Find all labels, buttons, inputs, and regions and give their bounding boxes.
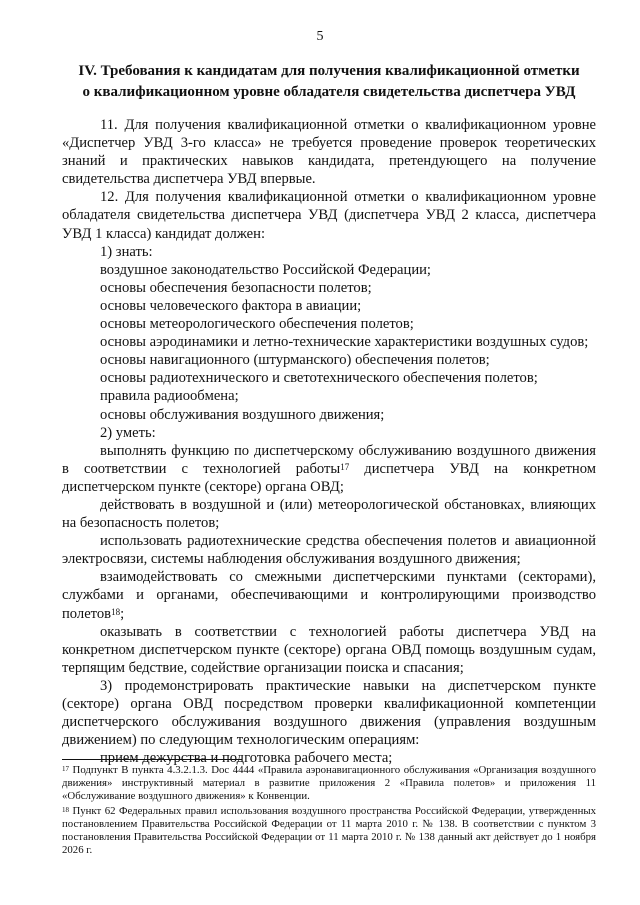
paragraph-12: 12. Для получения квалификационной отметки о квалификационном уровне обладателя свидетельства диспетчера УВД (диспетчера УВД 2 класса, диспетчера УВД 1 класса) кандидат должен: — [62, 189, 596, 242]
can-item-4 — [62, 568, 596, 622]
can-item-5: оказывать в соответствии с технологией работы диспетчера УВД на конкретном диспетчерском пункте (секторе) органа ОВД помощь воздушным судам, терпящим бедствие, содействие организации поиска и спасания; — [62, 623, 596, 676]
know-item: правила радиообмена; — [100, 388, 239, 405]
know-item: основы обслуживания воздушного движения; — [100, 406, 385, 423]
know-label: 1) знать: — [100, 243, 153, 260]
can-item-3: использовать радиотехнические средства обеспечения полетов и авиационной электросвязи, системы наблюдения обслуживания воздушного движения; — [62, 533, 596, 568]
footnote-17 — [62, 764, 596, 804]
footnote-text: Пункт 62 Федеральных правил использования воздушного пространства Российской Федерации, утвержденных постановлением Правительства Российской Федерации от 11 марта 2010 г. № 138. В соответствии с пунктом 3 постановления Правительства Российской Федерации от 11 марта 2010 г. № 138 данный акт действует до 1 ноября 2026 г. — [62, 804, 596, 857]
can-item-2: действовать в воздушной и (или) метеорологической обстановках, влияющих на безопасность полетов; — [62, 496, 596, 532]
footnote-18 — [62, 805, 596, 858]
can-item-1-text-end: диспетчера УВД на конкретном диспетчерском пункте (секторе) органа ОВД; — [62, 460, 596, 495]
know-item: основы навигационного (штурманского) обеспечения полетов; — [100, 352, 490, 369]
page-number: 5 — [316, 29, 324, 44]
know-item: основы человеческого фактора в авиации; — [100, 297, 362, 314]
can-item-1-text: выполнять функцию по диспетчерскому обслуживанию воздушного движения в соответствии с технологией работы — [62, 442, 596, 477]
can-item-1 — [62, 442, 596, 496]
know-item: основы аэродинамики и летно-технические характеристики воздушных судов; — [100, 334, 589, 351]
know-item: основы радиотехнического и светотехнического обеспечения полетов; — [100, 370, 538, 387]
section-heading-line-1: IV. Требования к кандидатам для получения квалификационной отметки — [78, 63, 580, 79]
footnote-mark: 18 — [62, 805, 69, 814]
know-item: основы метеорологического обеспечения полетов; — [100, 316, 414, 333]
footnotes — [62, 764, 596, 858]
paragraph-11: 11. Для получения квалификационной отметки о квалификационном уровне «Диспетчер УВД 3-го класса» не требуется проведение проверок теоретических знаний и практических навыков кандидата, претендующего на получение свидетельства диспетчера УВД впервые. — [62, 117, 596, 188]
footnote-divider — [62, 759, 242, 760]
know-item: основы обеспечения безопасности полетов; — [100, 279, 372, 296]
section-heading — [62, 61, 596, 103]
document-body — [62, 116, 596, 767]
can-item-4-text-end: ; — [120, 605, 125, 622]
can-label: 2) уметь: — [100, 424, 156, 441]
know-item: воздушное законодательство Российской Федерации; — [100, 261, 431, 278]
footnote-mark: 17 — [62, 765, 69, 773]
operation-item: прием дежурства и подготовка рабочего места; — [100, 750, 393, 767]
footnote-ref-17: 17 — [340, 461, 350, 472]
footnote-ref-18: 18 — [111, 606, 121, 617]
can-item-4-text: взаимодействовать со смежными диспетчерскими пунктами (секторами), службами и органами, обеспечивающими и контролирующими производство полетов — [62, 569, 596, 622]
footnote-text: Подпункт В пункта 4.3.2.1.3. Doc 4444 «Правила аэронавигационного обслуживания «Организация воздушного движения» инструктивный материал в развитие приложения 2 «Правила полетов» и приложения 11 «Обслуживание воздушного движения» к Конвенции. — [62, 764, 596, 803]
section-heading-line-2: о квалификационном уровне обладателя свидетельства диспетчера УВД — [82, 84, 576, 100]
paragraph-3: 3) продемонстрировать практические навыки на диспетчерском пункте (секторе) органа ОВД посредством проверки квалификационной компетенции диспетчерского обслуживания воздушного движения (управления воздушным движением) по следующим технологическим операциям: — [62, 677, 596, 749]
